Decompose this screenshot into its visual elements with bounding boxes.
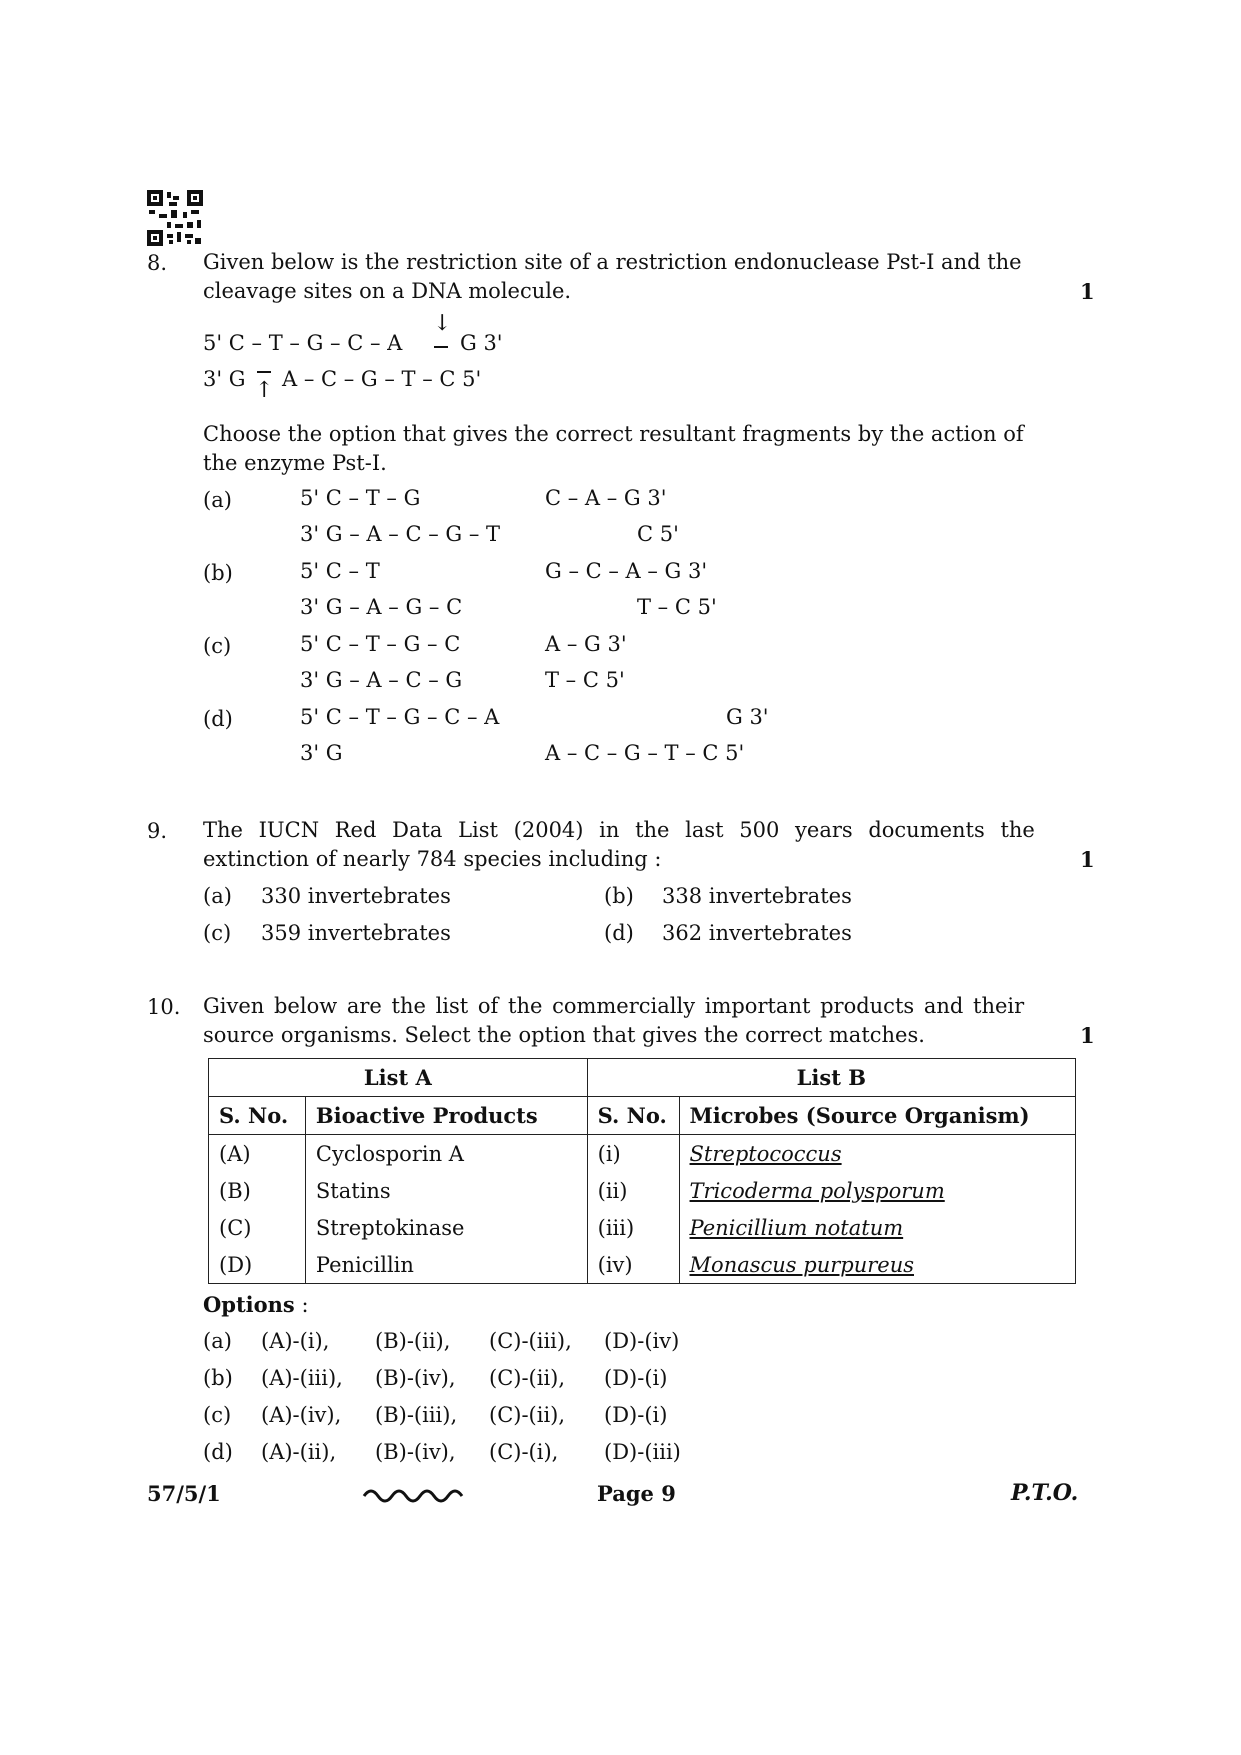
q8-site-bottom: A – C – G – T – C 5' xyxy=(282,367,482,391)
q9-number: 9. xyxy=(147,819,168,843)
q8-option-label: (d) xyxy=(203,707,233,731)
q8-option-right1: G – C – A – G 3' xyxy=(545,559,708,583)
q8-option-right1: G 3' xyxy=(726,705,769,729)
q9-option-text: 338 invertebrates xyxy=(662,884,852,908)
page-number: Page 9 xyxy=(597,1481,676,1506)
q8-option-left1: 5' C – T – G xyxy=(300,486,421,510)
q8-text-line1: Given below is the restriction site of a restriction endonuclease Pst-I and the xyxy=(203,250,1022,274)
cell-product: Penicillin xyxy=(305,1246,587,1284)
q8-site-top: 5' C – T – G – C – A xyxy=(203,331,403,355)
q10-option-part: (C)-(ii), xyxy=(489,1403,566,1427)
q10-option-label: (c) xyxy=(203,1403,232,1427)
cell-microbe: Monascus purpureus xyxy=(679,1246,1075,1284)
q9-option-label: (d) xyxy=(604,921,634,945)
cleave-mark-top xyxy=(434,346,448,348)
q8-option-right1: A – G 3' xyxy=(545,632,627,656)
match-table xyxy=(208,1058,1076,1284)
q8-number: 8. xyxy=(147,251,168,275)
q10-marks: 1 xyxy=(1080,1023,1095,1048)
cell-product: Streptokinase xyxy=(305,1209,587,1246)
q10-option-part: (C)-(iii), xyxy=(489,1329,572,1353)
q10-option-part: (A)-(iii), xyxy=(261,1366,343,1390)
q10-option-part: (B)-(ii), xyxy=(375,1329,451,1353)
q9-option-label: (a) xyxy=(203,884,232,908)
q8-marks: 1 xyxy=(1080,279,1095,304)
cell-sno-a: (A) xyxy=(209,1135,306,1173)
list-a-header: List A xyxy=(209,1059,588,1097)
cleave-up-arrow-icon: ↑ xyxy=(255,378,274,403)
q8-option-right2: T – C 5' xyxy=(637,595,717,619)
q10-option-part: (C)-(ii), xyxy=(489,1366,566,1390)
q10-option-part: (B)-(iii), xyxy=(375,1403,458,1427)
cell-sno-b: (i) xyxy=(587,1135,679,1173)
q8-option-left2: 3' G – A – G – C xyxy=(300,595,463,619)
q10-option-part: (A)-(iv), xyxy=(261,1403,342,1427)
cell-sno-b: (ii) xyxy=(587,1172,679,1209)
q10-option-part: (B)-(iv), xyxy=(375,1366,456,1390)
table-row xyxy=(209,1209,1076,1246)
q10-number: 10. xyxy=(147,995,181,1019)
q9-option-label: (c) xyxy=(203,921,232,945)
q9-marks: 1 xyxy=(1080,847,1095,872)
q8-option-right1: C – A – G 3' xyxy=(545,486,667,510)
q10-option-part: (D)-(i) xyxy=(604,1366,668,1390)
table-row xyxy=(209,1246,1076,1284)
cleave-down-arrow-icon: ↓ xyxy=(433,311,452,336)
col-header: S. No. xyxy=(209,1097,306,1135)
q8-option-left1: 5' C – T – G – C – A xyxy=(300,705,500,729)
q8-option-label: (a) xyxy=(203,488,232,512)
q8-option-left2: 3' G – A – C – G – T xyxy=(300,522,501,546)
q10-option-part: (A)-(i), xyxy=(261,1329,330,1353)
cleave-mark-bottom xyxy=(257,371,271,373)
q9-option-text: 330 invertebrates xyxy=(261,884,451,908)
q8-option-right2: A – C – G – T – C 5' xyxy=(545,741,745,765)
q8-site-bottom-start: 3' G xyxy=(203,367,246,391)
q8-option-left2: 3' G xyxy=(300,741,343,765)
cell-microbe: Tricoderma polysporum xyxy=(679,1172,1075,1209)
q10-option-part: (D)-(i) xyxy=(604,1403,668,1427)
q8-option-left2: 3' G – A – C – G xyxy=(300,668,463,692)
q10-option-part: (B)-(iv), xyxy=(375,1440,456,1464)
options-colon: : xyxy=(294,1293,309,1317)
cell-product: Statins xyxy=(305,1172,587,1209)
q8-option-left1: 5' C – T xyxy=(300,559,380,583)
q10-option-part: (D)-(iv) xyxy=(604,1329,680,1353)
cell-sno-a: (B) xyxy=(209,1172,306,1209)
qr-code-icon xyxy=(147,190,203,246)
cell-microbe: Penicillium notatum xyxy=(679,1209,1075,1246)
q10-option-label: (b) xyxy=(203,1366,233,1390)
q9-option-text: 362 invertebrates xyxy=(662,921,852,945)
cell-microbe: Streptococcus xyxy=(679,1135,1075,1173)
q10-text-line2: source organisms. Select the option that gives the correct matches. xyxy=(203,1023,925,1047)
col-header: Bioactive Products xyxy=(305,1097,587,1135)
q8-option-right2: T – C 5' xyxy=(545,668,625,692)
q8-option-label: (b) xyxy=(203,561,233,585)
q10-option-part: (A)-(ii), xyxy=(261,1440,337,1464)
table-row xyxy=(209,1135,1076,1173)
col-header: S. No. xyxy=(587,1097,679,1135)
q10-option-part: (D)-(iii) xyxy=(604,1440,681,1464)
q8-choose-line2: the enzyme Pst-I. xyxy=(203,451,387,475)
q9-text-line1: The IUCN Red Data List (2004) in the last 500 years documents the xyxy=(203,818,1035,842)
q8-text-line2: cleavage sites on a DNA molecule. xyxy=(203,279,572,303)
pto-label: P.T.O. xyxy=(1011,1480,1079,1506)
options-title: Options xyxy=(203,1292,295,1317)
q8-choose-line1: Choose the option that gives the correct resultant fragments by the action of xyxy=(203,422,1024,446)
cell-product: Cyclosporin A xyxy=(305,1135,587,1173)
q8-site-top-end: G 3' xyxy=(460,331,503,355)
q8-option-right2: C 5' xyxy=(637,522,679,546)
cell-sno-b: (iii) xyxy=(587,1209,679,1246)
q9-text-line2: extinction of nearly 784 species including : xyxy=(203,847,662,871)
q10-option-label: (a) xyxy=(203,1329,232,1353)
cell-sno-b: (iv) xyxy=(587,1246,679,1284)
q8-option-label: (c) xyxy=(203,634,232,658)
cell-sno-a: (C) xyxy=(209,1209,306,1246)
list-b-header: List B xyxy=(587,1059,1075,1097)
table-row xyxy=(209,1172,1076,1209)
q8-option-left1: 5' C – T – G – C xyxy=(300,632,461,656)
q9-option-label: (b) xyxy=(604,884,634,908)
col-header: Microbes (Source Organism) xyxy=(679,1097,1075,1135)
q9-option-text: 359 invertebrates xyxy=(261,921,451,945)
q10-text-line1: Given below are the list of the commercially important products and their xyxy=(203,994,1025,1018)
q10-option-part: (C)-(i), xyxy=(489,1440,559,1464)
cell-sno-a: (D) xyxy=(209,1246,306,1284)
wave-ornament-icon xyxy=(362,1484,470,1504)
paper-code: 57/5/1 xyxy=(147,1481,221,1506)
q10-option-label: (d) xyxy=(203,1440,233,1464)
options-heading xyxy=(203,1290,309,1320)
